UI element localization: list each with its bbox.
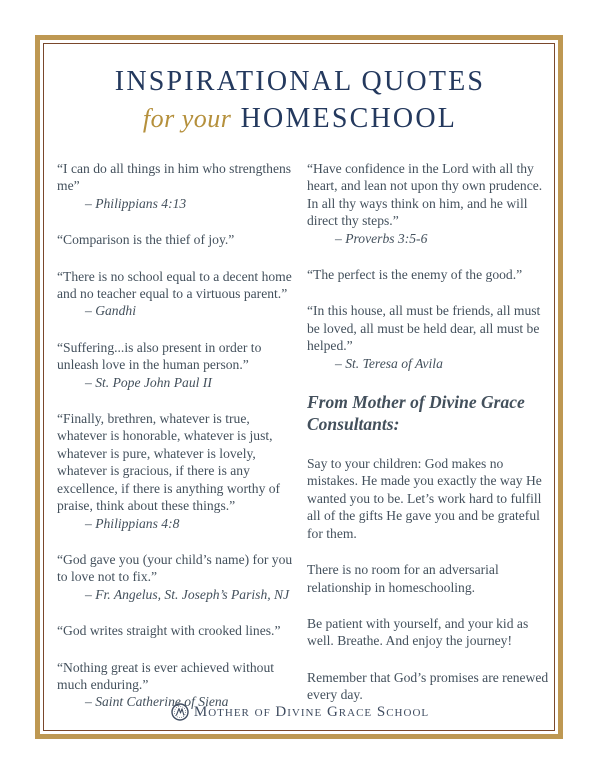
- quote-attribution: – Fr. Angelus, St. Joseph’s Parish, NJ: [85, 586, 290, 602]
- consultant-note: Say to your children: God makes no mistakes. He made you exactly the way He wanted you to be. Let’s work hard to fulfill all of the gifts He gave you and be grateful for them.: [307, 456, 542, 541]
- quote: [307, 302, 552, 372]
- quote: [307, 160, 552, 247]
- quote-attribution: – Philippians 4:13: [85, 195, 187, 211]
- title-for-your: for your: [142, 104, 232, 133]
- quote-attribution: – St. Teresa of Avila: [335, 355, 443, 371]
- page-title: [0, 64, 600, 138]
- consultant-note: Be patient with yourself, and your kid as well. Breathe. And enjoy the journey!: [307, 615, 529, 649]
- consultants-heading: From Mother of Divine Grace Consultants:: [307, 392, 525, 435]
- quote-text: “Have confidence in the Lord with all thy heart, and lean not upon thy own prudence. In all thy ways think on him, and he will direct thy steps.”: [307, 161, 543, 229]
- title-homeschool: HOMESCHOOL: [240, 103, 458, 134]
- quote-text: “God gave you (your child’s name) for you to love not to fix.”: [57, 551, 293, 585]
- quote-text: “Comparison is the thief of joy.”: [57, 232, 235, 248]
- left-column: [57, 160, 297, 730]
- quote-text: “God writes straight with crooked lines.”: [57, 623, 281, 639]
- quote-attribution: – Philippians 4:8: [85, 515, 180, 531]
- title-line2: [0, 100, 600, 138]
- quote-text: “Finally, brethren, whatever is true, whatever is honorable, whatever is just, whatever is pure, whatever is lovely, whatever is gracious, if there is any excellence, if there is anything worthy of praise, think about these things.”: [57, 411, 281, 514]
- right-column: [307, 160, 552, 723]
- quote-text: “There is no school equal to a decent home and no teacher equal to a virtuous parent.”: [57, 268, 292, 302]
- quote: [57, 231, 297, 248]
- school-name: Mother of Divine Grace School: [193, 703, 430, 720]
- quote: [57, 339, 297, 391]
- quote: [57, 622, 297, 639]
- quote: [57, 268, 297, 320]
- quote-text: “I can do all things in him who strengthens me”: [57, 161, 292, 194]
- footer: [0, 703, 600, 721]
- quote-attribution: – St. Pope John Paul II: [85, 374, 212, 390]
- consultant-note: Remember that God’s promises are renewed every day.: [307, 669, 549, 703]
- quote: [57, 160, 297, 212]
- quote-attribution: – Saint Catherine of Siena: [85, 694, 229, 710]
- quote-text: “Nothing great is ever achieved without much enduring.”: [57, 659, 275, 692]
- quote-text: “Suffering...is also present in order to unleash love in the human person.”: [57, 339, 262, 373]
- school-seal-icon: [171, 703, 189, 721]
- quote-attribution: – Gandhi: [85, 303, 136, 319]
- quote-attribution: – Proverbs 3:5-6: [335, 230, 428, 246]
- title-line1: INSPIRATIONAL QUOTES: [114, 66, 486, 97]
- consultant-note: There is no room for an adversarial relationship in homeschooling.: [307, 562, 499, 595]
- quote-text: “The perfect is the enemy of the good.”: [307, 267, 523, 283]
- quote-text: “In this house, all must be friends, all must be loved, all must be held dear, all must be helped.”: [307, 303, 541, 354]
- quote: [307, 266, 552, 283]
- quote: [57, 551, 297, 603]
- quote: [57, 410, 297, 532]
